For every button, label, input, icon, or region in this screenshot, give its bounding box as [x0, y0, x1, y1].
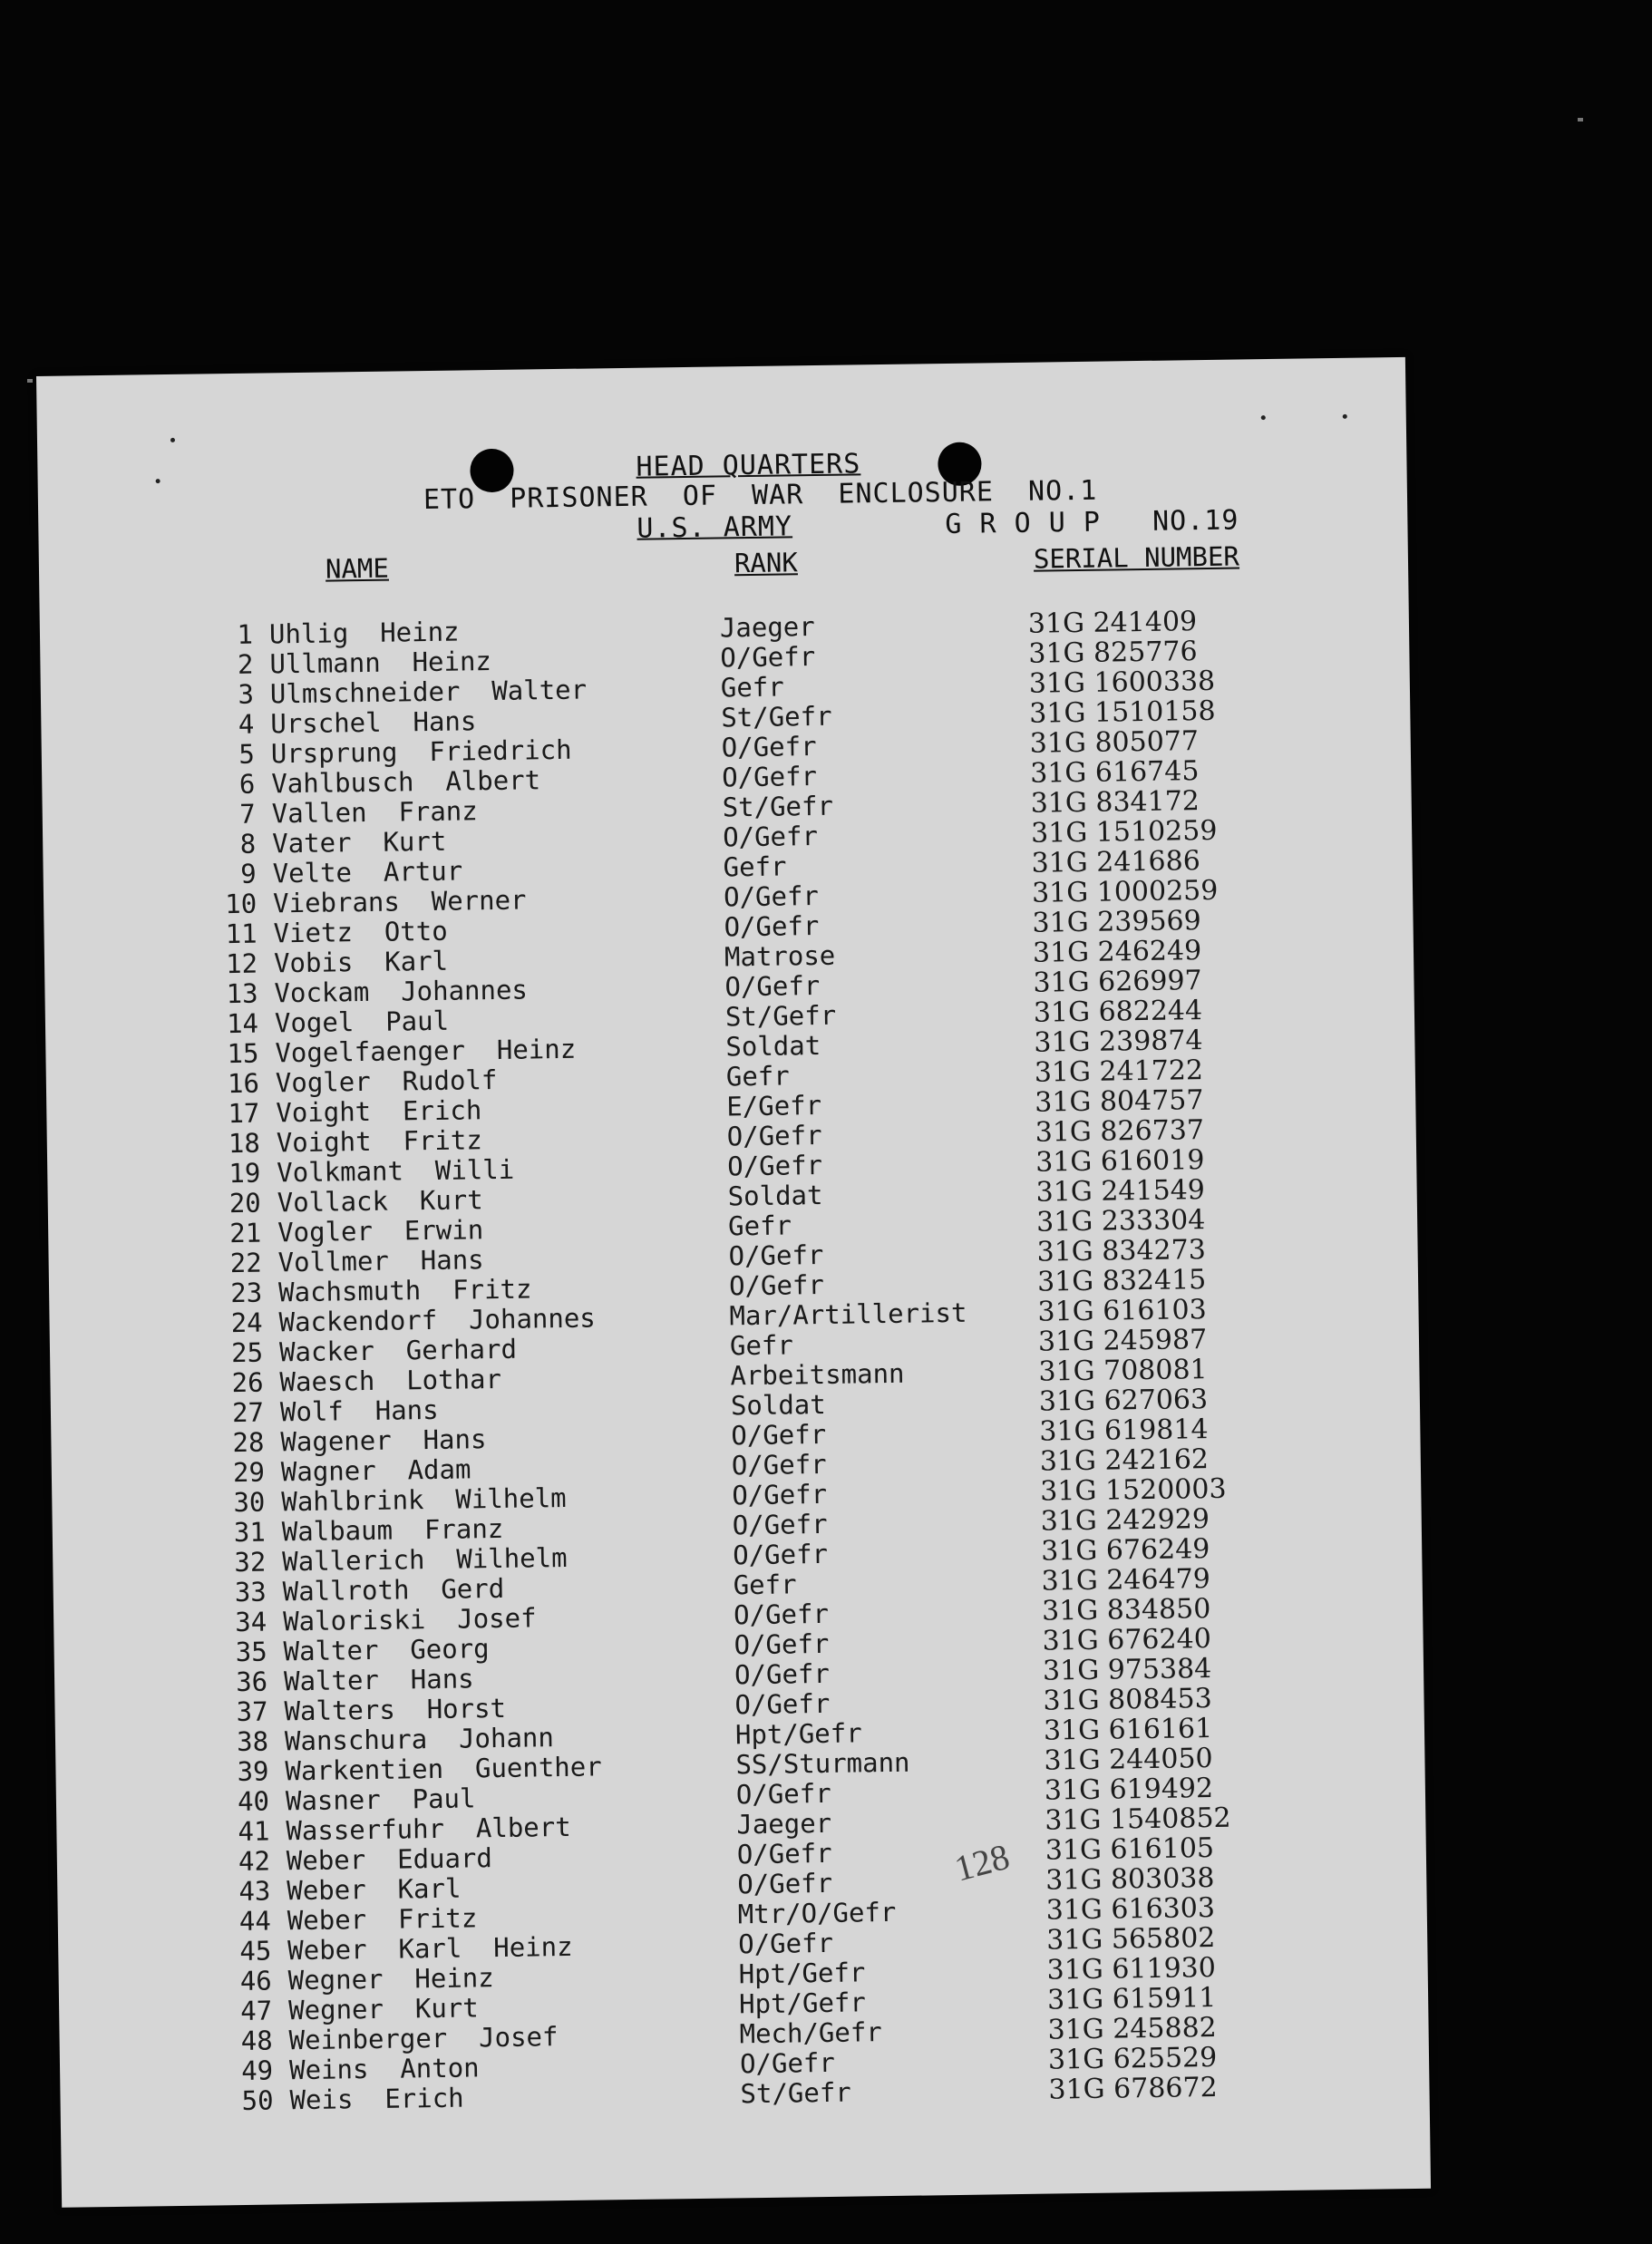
row-number: 20: [228, 1187, 261, 1219]
scan-speck: [27, 379, 33, 383]
header-headquarters: HEAD QUARTERS: [636, 448, 861, 483]
prisoner-rank: O/Gefr: [732, 1508, 828, 1541]
prisoner-name: Ursprung Friedrich: [270, 733, 572, 770]
prisoner-name: Wasserfuhr Albert: [286, 1811, 571, 1847]
row-number: 21: [229, 1217, 262, 1249]
row-number: 33: [234, 1576, 267, 1608]
row-number: 8: [239, 828, 257, 860]
prisoner-rank: O/Gefr: [734, 1627, 830, 1661]
prisoner-name: Vogelfaenger Heinz: [275, 1033, 577, 1069]
prisoner-name: Weber Karl Heinz: [287, 1930, 573, 1967]
row-number: 49: [240, 2055, 274, 2087]
row-number: 7: [239, 798, 257, 830]
prisoner-rank: Gefr: [720, 671, 784, 704]
serial-number: 31G 1600338: [1028, 665, 1216, 700]
prisoner-name: Vater Kurt: [271, 825, 447, 860]
row-number: 37: [236, 1695, 268, 1728]
prisoner-name: Weber Fritz: [287, 1902, 478, 1937]
handwritten-page-mark: 128: [950, 1835, 1014, 1889]
serial-number: 31G 245987: [1037, 1324, 1208, 1358]
row-number: 3: [238, 678, 255, 710]
prisoner-rank: Gefr: [723, 850, 787, 883]
serial-number: 31G 975384: [1042, 1653, 1212, 1687]
serial-number: 31G 1510259: [1030, 814, 1218, 850]
prisoner-rank: O/Gefr: [723, 880, 820, 913]
row-number: 17: [228, 1097, 260, 1130]
prisoner-rank: O/Gefr: [731, 1418, 827, 1452]
prisoner-name: Walter Hans: [283, 1663, 474, 1697]
row-number: 13: [226, 977, 258, 1010]
prisoner-name: Weinberger Josef: [288, 2021, 559, 2056]
row-number: 30: [233, 1486, 266, 1519]
serial-number: 31G 615911: [1046, 1982, 1217, 2016]
prisoner-rank: Gefr: [725, 1060, 790, 1093]
row-number: 31: [233, 1516, 267, 1549]
serial-number: 31G 804757: [1035, 1084, 1204, 1119]
prisoner-rank: Hpt/Gefr: [734, 1717, 862, 1751]
prisoner-rank: O/Gefr: [735, 1777, 831, 1811]
prisoner-list: [217, 604, 1398, 2116]
prisoner-name: Ulmschneider Walter: [269, 674, 588, 710]
serial-number: 31G 834273: [1036, 1234, 1207, 1268]
row-number: 41: [238, 1815, 270, 1848]
prisoner-name: Vockam Johannes: [274, 974, 529, 1009]
serial-number: 31G 834850: [1041, 1593, 1211, 1627]
prisoner-rank: E/Gefr: [726, 1089, 822, 1122]
serial-number: 31G 825776: [1028, 636, 1198, 670]
prisoner-name: Volkmant Willi: [277, 1153, 515, 1189]
serial-number: 31G 242162: [1039, 1443, 1210, 1478]
row-number: 19: [228, 1157, 261, 1190]
prisoner-rank: SS/Sturmann: [735, 1746, 910, 1781]
serial-number: 31G 832415: [1036, 1264, 1207, 1298]
serial-number: 31G 834172: [1030, 785, 1200, 820]
row-number: 27: [231, 1396, 265, 1429]
row-number: 43: [238, 1875, 271, 1908]
prisoner-rank: O/Gefr: [734, 1687, 831, 1721]
speck: [170, 438, 175, 442]
serial-number: 31G 678672: [1048, 2071, 1218, 2106]
serial-number: 31G 616105: [1045, 1832, 1215, 1867]
row-number: 9: [239, 858, 257, 889]
prisoner-name: Velte Artur: [272, 855, 463, 889]
serial-number: 31G 244050: [1044, 1743, 1213, 1777]
prisoner-rank: O/Gefr: [737, 1927, 834, 1960]
row-number: 5: [238, 738, 256, 770]
scan-speck: [1578, 118, 1583, 121]
header-enclosure: ETO PRISONER OF WAR ENCLOSURE NO.1: [423, 474, 1098, 517]
row-number: 25: [230, 1336, 264, 1369]
serial-number: 31G 611930: [1046, 1952, 1217, 1987]
prisoner-name: Weber Karl: [287, 1872, 462, 1907]
prisoner-name: Warkentien Guenther: [285, 1751, 602, 1787]
prisoner-rank: O/Gefr: [731, 1448, 827, 1481]
row-number: 45: [239, 1935, 272, 1967]
row-number: 38: [236, 1725, 269, 1758]
prisoner-rank: O/Gefr: [733, 1598, 830, 1631]
row-number: 16: [227, 1067, 260, 1100]
serial-number: 31G 676249: [1040, 1533, 1210, 1568]
prisoner-name: Waesch Lothar: [279, 1363, 502, 1398]
prisoner-rank: Hpt/Gefr: [738, 1957, 866, 1990]
row-number: 10: [224, 888, 258, 920]
prisoner-rank: Gefr: [727, 1209, 792, 1242]
prisoner-name: Vogler Erwin: [277, 1214, 484, 1248]
serial-number: 31G 239874: [1034, 1025, 1203, 1059]
row-number: 32: [234, 1546, 267, 1579]
column-header-name: NAME: [325, 552, 390, 585]
prisoner-name: Uhlig Heinz: [268, 616, 460, 650]
prisoner-rank: St/Gefr: [724, 999, 837, 1033]
prisoner-name: Wackendorf Johannes: [278, 1302, 597, 1338]
prisoner-rank: O/Gefr: [727, 1149, 823, 1182]
speck: [1343, 414, 1347, 419]
prisoner-name: Voight Erich: [276, 1094, 482, 1129]
prisoner-rank: Jaeger: [719, 611, 815, 644]
row-number: 6: [238, 768, 256, 800]
prisoner-rank: Mtr/O/Gefr: [737, 1896, 897, 1930]
serial-number: 31G 242929: [1040, 1503, 1210, 1538]
speck: [156, 479, 160, 483]
row-number: 39: [237, 1755, 269, 1788]
prisoner-name: Vahlbusch Albert: [271, 764, 541, 800]
prisoner-name: Vallen Franz: [271, 795, 478, 830]
prisoner-name: Weins Anton: [288, 2052, 480, 2086]
row-number: 46: [239, 1965, 272, 1997]
row-number: 11: [225, 918, 258, 950]
row-number: 35: [235, 1636, 267, 1668]
row-number: 23: [229, 1277, 263, 1309]
row-number: 26: [231, 1366, 264, 1399]
prisoner-name: Waloriski Josef: [282, 1602, 537, 1637]
serial-number: 31G 803038: [1045, 1862, 1215, 1897]
prisoner-rank: St/Gefr: [740, 2076, 851, 2110]
serial-number: 31G 245882: [1047, 2012, 1218, 2046]
prisoner-name: Wahlbrink Wilhelm: [281, 1481, 567, 1518]
prisoner-name: Wasner Paul: [285, 1783, 476, 1817]
serial-number: 31G 241549: [1035, 1174, 1206, 1209]
serial-number: 31G 619492: [1044, 1773, 1214, 1807]
document-page: [36, 357, 1431, 2208]
serial-number: 31G 241686: [1031, 845, 1201, 879]
prisoner-name: Vogler Rudolf: [275, 1064, 498, 1099]
prisoner-rank: O/Gefr: [724, 970, 821, 1003]
serial-number: 31G 616161: [1043, 1713, 1213, 1747]
serial-number: 31G 616303: [1045, 1892, 1216, 1927]
row-number: 29: [232, 1456, 266, 1489]
prisoner-rank: St/Gefr: [721, 700, 832, 733]
serial-number: 31G 241409: [1027, 606, 1198, 640]
prisoner-rank: Jaeger: [736, 1807, 832, 1841]
prisoner-rank: Mar/Artillerist: [729, 1297, 967, 1332]
prisoner-rank: O/Gefr: [728, 1239, 824, 1272]
prisoner-name: Urschel Hans: [270, 705, 477, 740]
prisoner-rank: Soldat: [725, 1029, 821, 1063]
row-number: 28: [232, 1426, 265, 1459]
serial-number: 31G 246249: [1032, 935, 1202, 969]
prisoner-name: Viebrans Werner: [272, 884, 527, 919]
prisoner-rank: O/Gefr: [737, 1867, 833, 1900]
speck: [1261, 415, 1266, 420]
prisoner-name: Vollmer Hans: [277, 1244, 484, 1278]
prisoner-name: Voight Fritz: [276, 1124, 483, 1159]
row-number: 18: [228, 1127, 261, 1160]
column-header-rank: RANK: [734, 547, 799, 579]
prisoner-name: Vogel Paul: [274, 1005, 450, 1039]
prisoner-name: Wallroth Gerd: [282, 1572, 505, 1608]
serial-number: 31G 616103: [1037, 1294, 1207, 1328]
prisoner-rank: Mech/Gefr: [739, 2016, 882, 2050]
prisoner-rank: Gefr: [729, 1329, 794, 1362]
serial-number: 31G 625529: [1047, 2042, 1218, 2076]
serial-number: 31G 682244: [1033, 995, 1203, 1029]
prisoner-name: Wegner Heinz: [287, 1962, 494, 1996]
row-number: 24: [230, 1307, 263, 1339]
header-army: U.S. ARMY: [637, 510, 793, 545]
prisoner-rank: Matrose: [724, 939, 836, 973]
row-number: 36: [235, 1666, 268, 1698]
prisoner-name: Weis Erich: [289, 2082, 464, 2116]
row-number: 50: [241, 2084, 274, 2117]
serial-number: 31G 1520003: [1040, 1472, 1227, 1508]
prisoner-rank: Soldat: [730, 1388, 826, 1422]
row-number: 40: [237, 1785, 270, 1818]
prisoner-name: Walbaum Franz: [281, 1512, 504, 1548]
serial-number: 31G 1510158: [1029, 695, 1216, 730]
prisoner-name: Walter Georg: [283, 1633, 490, 1667]
prisoner-name: Wanschura Johann: [284, 1722, 555, 1757]
prisoner-rank: O/Gefr: [722, 821, 819, 853]
row-number: 2: [237, 648, 254, 680]
prisoner-name: Wagener Hans: [280, 1423, 487, 1458]
prisoner-name: Wachsmuth Fritz: [277, 1273, 532, 1308]
row-number: 12: [225, 947, 258, 980]
prisoner-name: Wagner Adam: [280, 1453, 471, 1488]
serial-number: 31G 233304: [1035, 1204, 1206, 1239]
row-number: 47: [240, 1995, 273, 2027]
prisoner-rank: Arbeitsmann: [730, 1357, 905, 1392]
serial-number: 31G 619814: [1039, 1413, 1209, 1448]
serial-number: 31G 808453: [1043, 1683, 1212, 1717]
row-number: 1: [237, 618, 254, 650]
prisoner-name: Ullmann Heinz: [269, 646, 492, 680]
prisoner-rank: O/Gefr: [721, 731, 817, 763]
prisoner-name: Vollack Kurt: [277, 1184, 483, 1219]
serial-number: 31G 616745: [1029, 755, 1200, 790]
serial-number: 31G 805077: [1029, 725, 1200, 760]
row-number: 22: [229, 1247, 262, 1279]
row-number: 15: [227, 1037, 259, 1070]
header-group: G R O U P NO.19: [945, 504, 1239, 541]
prisoner-rank: Hpt/Gefr: [738, 1987, 867, 2020]
prisoner-name: Wolf Hans: [279, 1394, 439, 1428]
prisoner-name: Wegner Kurt: [287, 1992, 479, 2026]
prisoner-rank: O/Gefr: [739, 2046, 836, 2080]
serial-number: 31G 565802: [1045, 1922, 1216, 1957]
serial-number: 31G 616019: [1035, 1144, 1205, 1179]
prisoner-rank: O/Gefr: [722, 761, 818, 793]
prisoner-rank: Gefr: [733, 1569, 797, 1601]
serial-number: 31G 627063: [1038, 1384, 1209, 1418]
row-number: 4: [238, 708, 255, 740]
serial-number: 31G 708081: [1038, 1354, 1208, 1388]
prisoner-rank: O/Gefr: [728, 1268, 825, 1302]
serial-number: 31G 239569: [1032, 905, 1201, 939]
prisoner-rank: O/Gefr: [724, 910, 820, 943]
prisoner-rank: Soldat: [727, 1179, 823, 1212]
prisoner-name: Walters Horst: [284, 1692, 507, 1727]
prisoner-name: Wallerich Wilhelm: [282, 1541, 568, 1578]
serial-number: 31G 826737: [1035, 1114, 1205, 1149]
row-number: 44: [238, 1905, 272, 1938]
prisoner-name: Wacker Gerhard: [278, 1333, 518, 1368]
row-number: 34: [235, 1606, 267, 1638]
row-number: 14: [226, 1007, 259, 1040]
prisoner-rank: St/Gefr: [722, 790, 834, 823]
prisoner-rank: O/Gefr: [736, 1837, 832, 1870]
serial-number: 31G 1000259: [1031, 874, 1219, 909]
prisoner-rank: O/Gefr: [726, 1119, 822, 1152]
column-header-serial: SERIAL NUMBER: [1033, 540, 1240, 575]
row-number: 42: [238, 1845, 271, 1878]
prisoner-name: Vietz Otto: [273, 915, 448, 949]
serial-number: 31G 676240: [1042, 1623, 1212, 1657]
prisoner-rank: O/Gefr: [720, 641, 816, 674]
serial-number: 31G 1540852: [1045, 1802, 1231, 1837]
serial-number: 31G 246479: [1041, 1563, 1211, 1598]
serial-number: 31G 626997: [1033, 965, 1202, 999]
prisoner-rank: O/Gefr: [732, 1538, 829, 1571]
prisoner-rank: O/Gefr: [734, 1657, 831, 1691]
row-number: 48: [240, 2025, 273, 2057]
prisoner-name: Weber Eduard: [286, 1842, 493, 1877]
prisoner-name: Vobis Karl: [273, 945, 449, 979]
serial-number: 31G 241722: [1034, 1054, 1204, 1089]
prisoner-rank: O/Gefr: [732, 1478, 828, 1511]
